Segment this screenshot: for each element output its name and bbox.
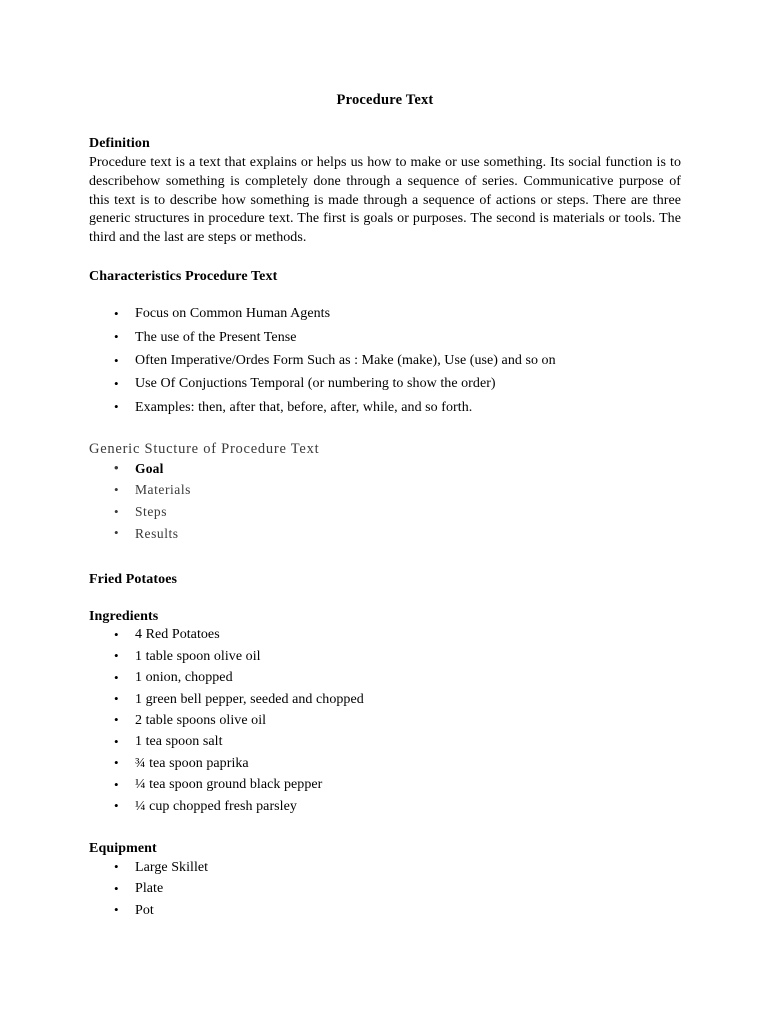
spacer: [89, 422, 681, 440]
list-item: • 1 green bell pepper, seeded and chopped: [89, 691, 681, 710]
list-item: • Large Skillet: [89, 859, 681, 878]
list-item: • Examples: then, after that, before, after, while, and so forth.: [89, 399, 681, 418]
spacer: [89, 819, 681, 840]
recipe-title: Fried Potatoes: [89, 571, 178, 587]
list-item: • Goal: [89, 460, 681, 478]
generic-structure-heading: Generic Stucture of Procedure Text: [89, 441, 320, 458]
equipment-heading: Equipment: [89, 840, 157, 856]
spacer: [89, 547, 681, 571]
spacer: [89, 287, 681, 305]
list-item: • Plate: [89, 880, 681, 899]
definition-paragraph: Procedure text is a text that explains or helps us how to make or use something. Its social function is to describehow something is completely done through a sequence of series. Communicative purpose of this text is to describe how something is made through a sequence of actions or steps. There are three generic structures in procedure text. The first is goals or purposes. The second is materials or tools. The third and the last are steps or methods.: [89, 155, 681, 245]
generic-structure-section: [89, 440, 681, 543]
list-item: • ¾ tea spoon paprika: [89, 755, 681, 774]
characteristics-heading: Characteristics Procedure Text: [89, 269, 278, 285]
list-item: • ¼ cup chopped fresh parsley: [89, 798, 681, 817]
list-item: • 1 table spoon olive oil: [89, 648, 681, 667]
list-item: • Results: [89, 525, 681, 543]
list-item: • 1 onion, chopped: [89, 669, 681, 688]
list-item: • ¼ tea spoon ground black pepper: [89, 776, 681, 795]
recipe-section: [89, 571, 681, 921]
document-body: [89, 92, 681, 923]
list-item: • Pot: [89, 902, 681, 921]
equipment-list: [89, 859, 681, 921]
definition-section: [89, 135, 681, 247]
list-item: • Materials: [89, 481, 681, 499]
characteristics-list: [89, 305, 681, 417]
spacer: [89, 247, 681, 268]
list-item: • Steps: [89, 503, 681, 521]
list-item: • 1 tea spoon salt: [89, 733, 681, 752]
list-item: • 2 table spoons olive oil: [89, 712, 681, 731]
characteristics-section: [89, 268, 681, 417]
generic-structure-list: [89, 460, 681, 543]
ingredients-list: [89, 626, 681, 816]
list-item: • Often Imperative/Ordes Form Such as : Make (make), Use (use) and so on: [89, 352, 681, 371]
list-item: • Use Of Conjuctions Temporal (or numbering to show the order): [89, 375, 681, 394]
page-title: Procedure Text: [336, 92, 434, 108]
spacer: [89, 590, 681, 608]
definition-heading: Definition: [89, 136, 150, 152]
list-item: • Focus on Common Human Agents: [89, 305, 681, 324]
list-item: • 4 Red Potatoes: [89, 626, 681, 645]
equipment-section: [89, 840, 681, 921]
ingredients-section: [89, 608, 681, 817]
ingredients-heading: Ingredients: [89, 608, 159, 624]
list-item: • The use of the Present Tense: [89, 329, 681, 348]
